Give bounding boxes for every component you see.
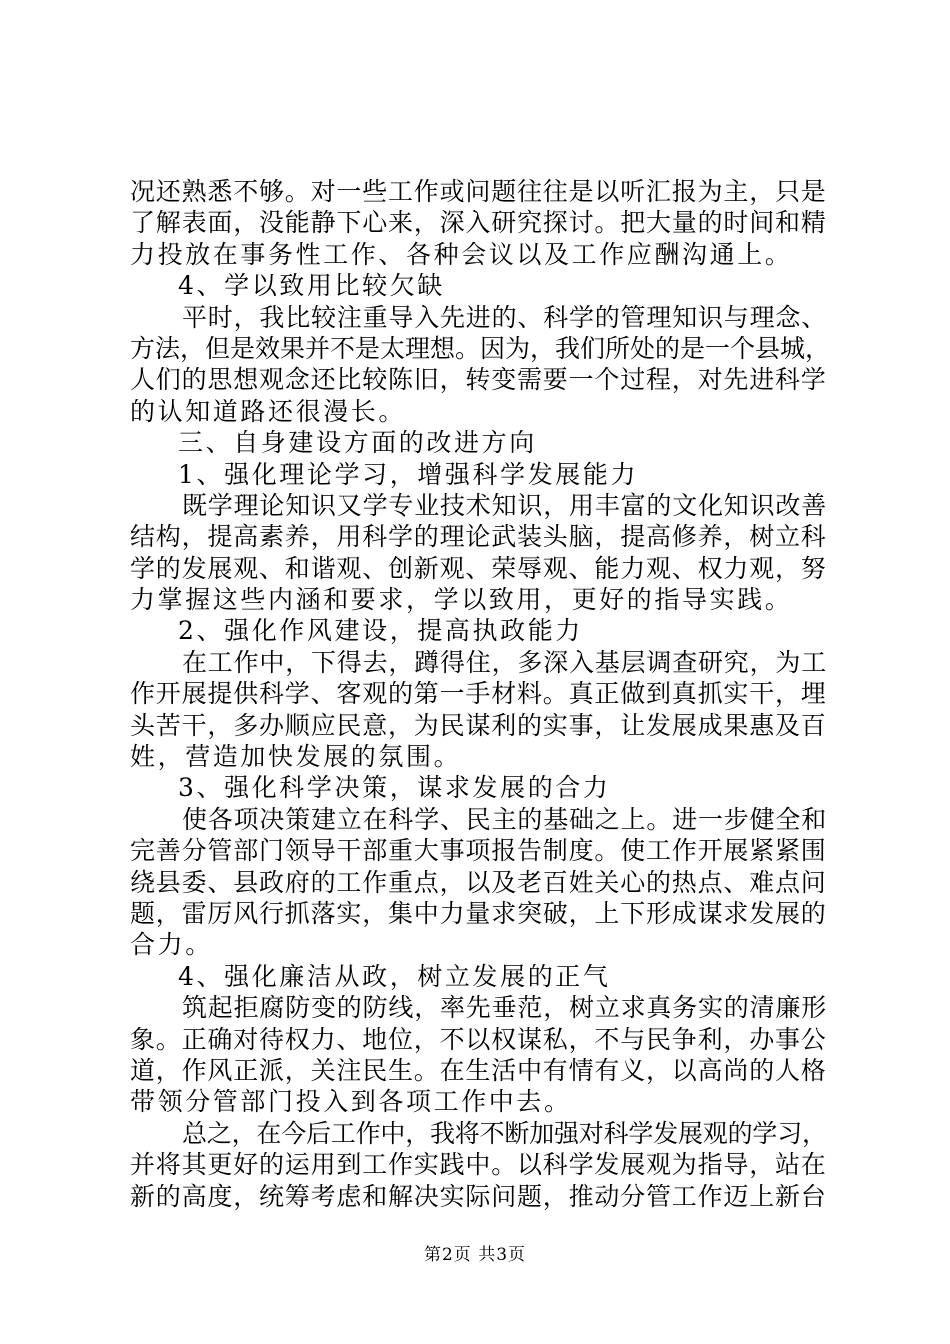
section-heading: 4、强化廉洁从政，树立发展的正气 bbox=[178, 961, 611, 991]
text-line: 力投放在事务性工作、各种会议以及工作应酬沟通上。 bbox=[130, 239, 793, 269]
text-line: 完善分管部门领导干部重大事项报告制度。使工作开展紧紧围 bbox=[130, 836, 827, 866]
text-line: 合力。 bbox=[130, 930, 213, 960]
text-line: 作开展提供科学、客观的第一手材料。真正做到真抓实干，埋 bbox=[130, 679, 827, 709]
text-line: 总之，在今后工作中，我将不断加强对科学发展观的学习， bbox=[182, 1118, 827, 1148]
text-line: 了解表面，没能静下心来，深入研究探讨。把大量的时间和精 bbox=[130, 208, 827, 238]
text-line: 绕县委、县政府的工作重点，以及老百姓关心的热点、难点问 bbox=[130, 867, 827, 897]
section-heading: 2、强化作风建设，提高执政能力 bbox=[178, 616, 583, 646]
text-line: 人们的思想观念还比较陈旧，转变需要一个过程，对先进科学 bbox=[130, 365, 827, 395]
text-line: 姓，营造加快发展的氛围。 bbox=[130, 742, 462, 772]
text-line: 并将其更好的运用到工作实践中。以科学发展观为指导，站在 bbox=[130, 1150, 827, 1180]
text-line: 的认知道路还很漫长。 bbox=[130, 396, 407, 426]
text-line: 力掌握这些内涵和要求，学以致用，更好的指导实践。 bbox=[130, 585, 793, 615]
text-line: 题，雷厉风行抓落实，集中力量求突破，上下形成谋求发展的 bbox=[130, 898, 827, 928]
section-heading: 4、学以致用比较欠缺 bbox=[178, 271, 445, 301]
text-line: 道，作风正派，关注民生。在生活中有情有义，以高尚的人格 bbox=[130, 1055, 827, 1085]
text-line: 象。正确对待权力、地位，不以权谋私，不与民争利，办事公 bbox=[130, 1024, 827, 1054]
text-line: 方法，但是效果并不是太理想。因为，我们所处的是一个县城， bbox=[130, 333, 830, 363]
text-line: 筑起拒腐防变的防线，率先垂范，树立求真务实的清廉形 bbox=[182, 993, 828, 1023]
text-line: 况还熟悉不够。对一些工作或问题往往是以听汇报为主，只是 bbox=[130, 177, 827, 206]
text-line: 新的高度，统筹考虑和解决实际问题，推动分管工作迈上新台 bbox=[130, 1181, 827, 1211]
section-heading: 1、强化理论学习，增强科学发展能力 bbox=[178, 459, 639, 489]
text-line: 结构，提高素养，用科学的理论武装头脑，提高修养，树立科 bbox=[130, 522, 827, 552]
section-heading: 3、强化科学决策，谋求发展的合力 bbox=[178, 773, 611, 803]
page-number: 第2页 共3页 bbox=[423, 1245, 527, 1265]
text-line: 带领分管部门投入到各项工作中去。 bbox=[130, 1087, 572, 1117]
text-line: 既学理论知识又学专业技术知识，用丰富的文化知识改善 bbox=[182, 490, 828, 520]
text-line: 平时，我比较注重导入先进的、科学的管理知识与理念、 bbox=[182, 302, 828, 332]
text-line: 学的发展观、和谐观、创新观、荣辱观、能力观、权力观，努 bbox=[130, 553, 827, 583]
text-line: 头苦干，多办顺应民意，为民谋利的实事，让发展成果惠及百 bbox=[130, 710, 827, 740]
section-heading: 三、自身建设方面的改进方向 bbox=[178, 428, 537, 458]
text-line: 在工作中，下得去，蹲得住，多深入基层调查研究，为工 bbox=[182, 647, 828, 677]
text-line: 使各项决策建立在科学、民主的基础之上。进一步健全和 bbox=[182, 804, 828, 834]
body-text bbox=[130, 176, 830, 1212]
